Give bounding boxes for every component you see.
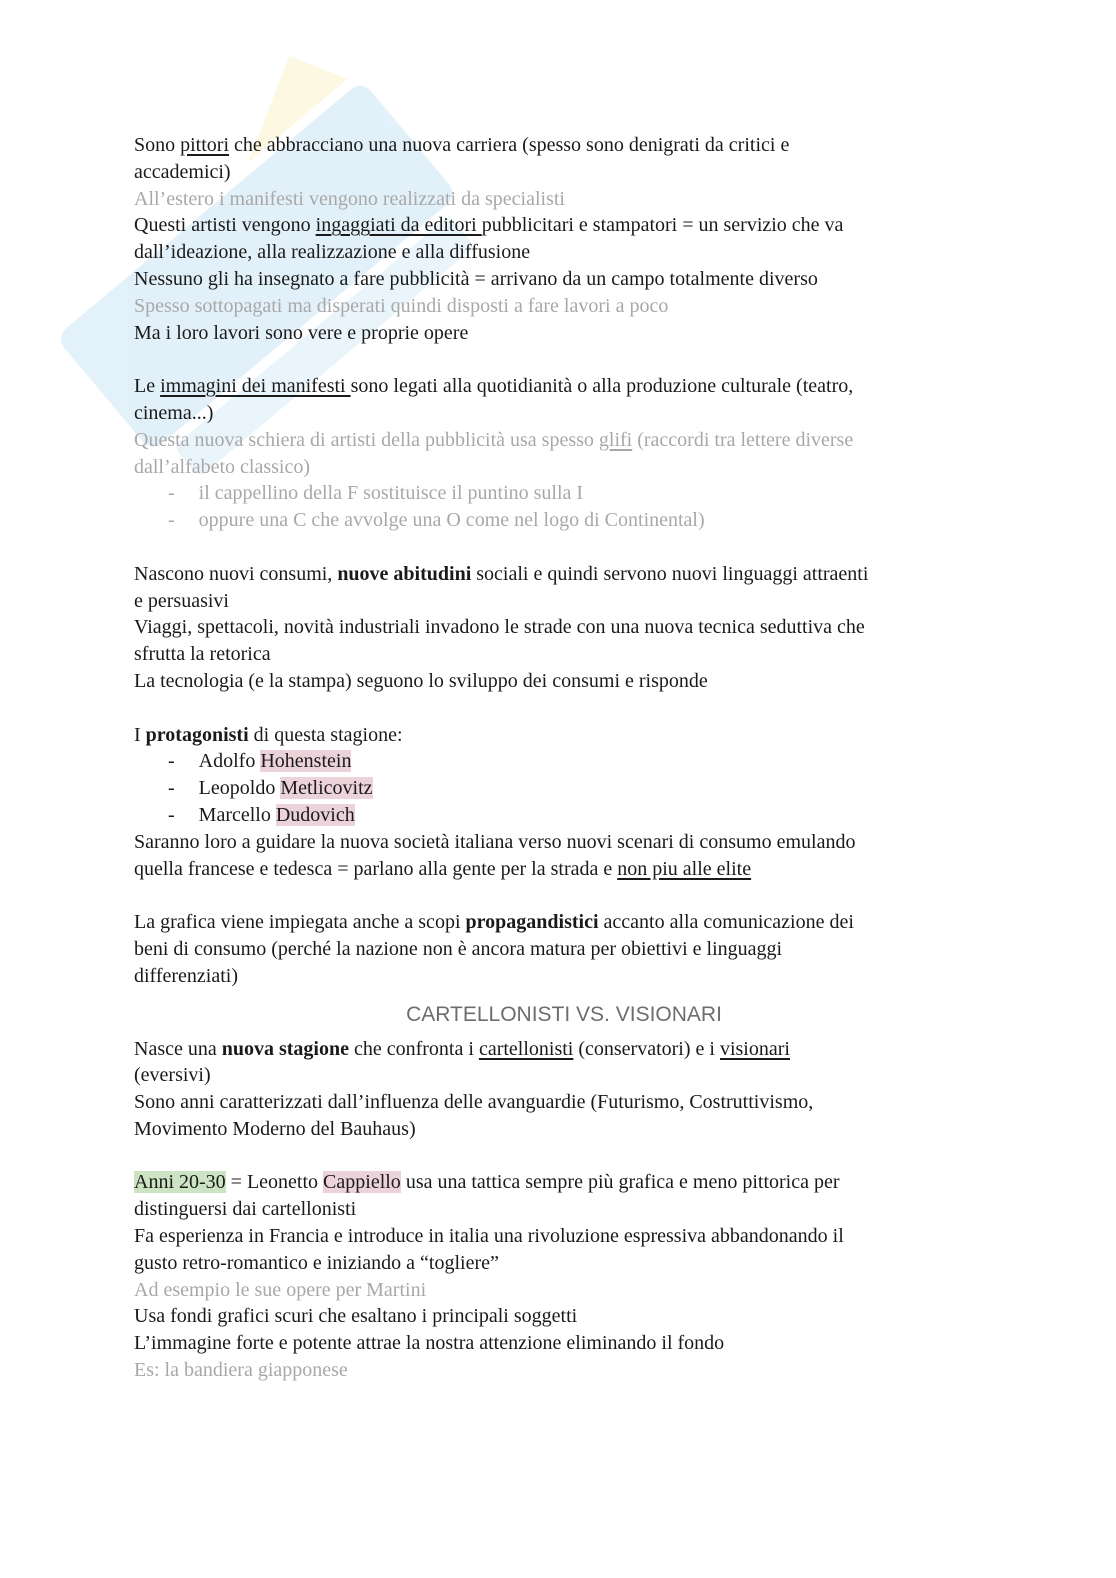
text-line: accademici) (134, 160, 231, 183)
text-line: Ad esempio le sue opere per Martini (134, 1278, 427, 1301)
text-line: dall’alfabeto classico) (134, 455, 311, 478)
text-line: Fa esperienza in Francia e introduce in italia una rivoluzione espressiva abbandonando il (134, 1225, 844, 1248)
text-line: Le immagini dei manifesti sono legati alla quotidianità o alla produzione culturale (teatro, (134, 375, 854, 398)
bullet-item: - Adolfo Hohenstein (168, 750, 352, 773)
text-line: Questi artisti vengono ingaggiati da editori pubblicitari e stampatori = un servizio che va (134, 214, 844, 237)
document-body (134, 132, 994, 1384)
text-line: gusto retro-romantico e iniziando a “togliere” (134, 1251, 499, 1274)
text-line: L’immagine forte e potente attrae la nostra attenzione eliminando il fondo (134, 1332, 725, 1355)
text-line: All’estero i manifesti vengono realizzati da specialisti (134, 187, 565, 210)
text-line: La grafica viene impiegata anche a scopi propagandistici accanto alla comunicazione dei (134, 911, 854, 934)
text-line: (eversivi) (134, 1064, 211, 1087)
text-line: Viaggi, spettacoli, novità industriali invadono le strade con una nuova tecnica seduttiva che (134, 616, 865, 639)
bullet-item: - Leopoldo Metlicovitz (168, 777, 373, 800)
text-line: quella francese e tedesca = parlano alla gente per la strada e non piu alle elite (134, 857, 752, 880)
text-line: Sono anni caratterizzati dall’influenza delle avanguardie (Futurismo, Costruttivismo, (134, 1091, 814, 1114)
text-line: La tecnologia (e la stampa) seguono lo sviluppo dei consumi e risponde (134, 669, 708, 692)
section-heading: CARTELLONISTI VS. VISIONARI (406, 1002, 722, 1026)
text-line: differenziati) (134, 964, 239, 987)
text-line: I protagonisti di questa stagione: (134, 723, 403, 746)
text-line: distinguersi dai cartellonisti (134, 1198, 357, 1221)
text-line: Es: la bandiera giapponese (134, 1359, 348, 1382)
text-line: sfrutta la retorica (134, 643, 271, 666)
text-line: Movimento Moderno del Bauhaus) (134, 1117, 416, 1140)
bullet-item: - oppure una C che avvolge una O come nel logo di Continental) (168, 509, 705, 532)
text-line: Anni 20-30 = Leonetto Cappiello usa una tattica sempre più grafica e meno pittorica per (134, 1171, 840, 1194)
text-line: Nessuno gli ha insegnato a fare pubblicità = arrivano da un campo totalmente diverso (134, 267, 818, 290)
text-line: Saranno loro a guidare la nuova società italiana verso nuovi scenari di consumo emulando (134, 830, 856, 853)
text-line: beni di consumo (perché la nazione non è ancora matura per obiettivi e linguaggi (134, 937, 783, 960)
text-line: Spesso sottopagati ma disperati quindi disposti a fare lavori a poco (134, 294, 669, 317)
text-line: Nascono nuovi consumi, nuove abitudini sociali e quindi servono nuovi linguaggi attraenti (134, 562, 869, 585)
bullet-item: - Marcello Dudovich (168, 803, 355, 826)
text-line: cinema...) (134, 401, 214, 424)
text-line: e persuasivi (134, 589, 229, 612)
text-line: Questa nuova schiera di artisti della pubblicità usa spesso glifi (raccordi tra lettere diverse (134, 428, 854, 451)
text-line: Nasce una nuova stagione che confronta i cartellonisti (conservatori) e i visionari (134, 1037, 790, 1060)
text-line: dall’ideazione, alla realizzazione e alla diffusione (134, 241, 531, 264)
text-line: Usa fondi grafici scuri che esaltano i principali soggetti (134, 1305, 578, 1328)
text-line: Sono pittori che abbracciano una nuova carriera (spesso sono denigrati da critici e (134, 134, 790, 156)
text-line: Ma i loro lavori sono vere e proprie opere (134, 321, 469, 344)
bullet-item: - il cappellino della F sostituisce il puntino sulla I (168, 482, 584, 505)
